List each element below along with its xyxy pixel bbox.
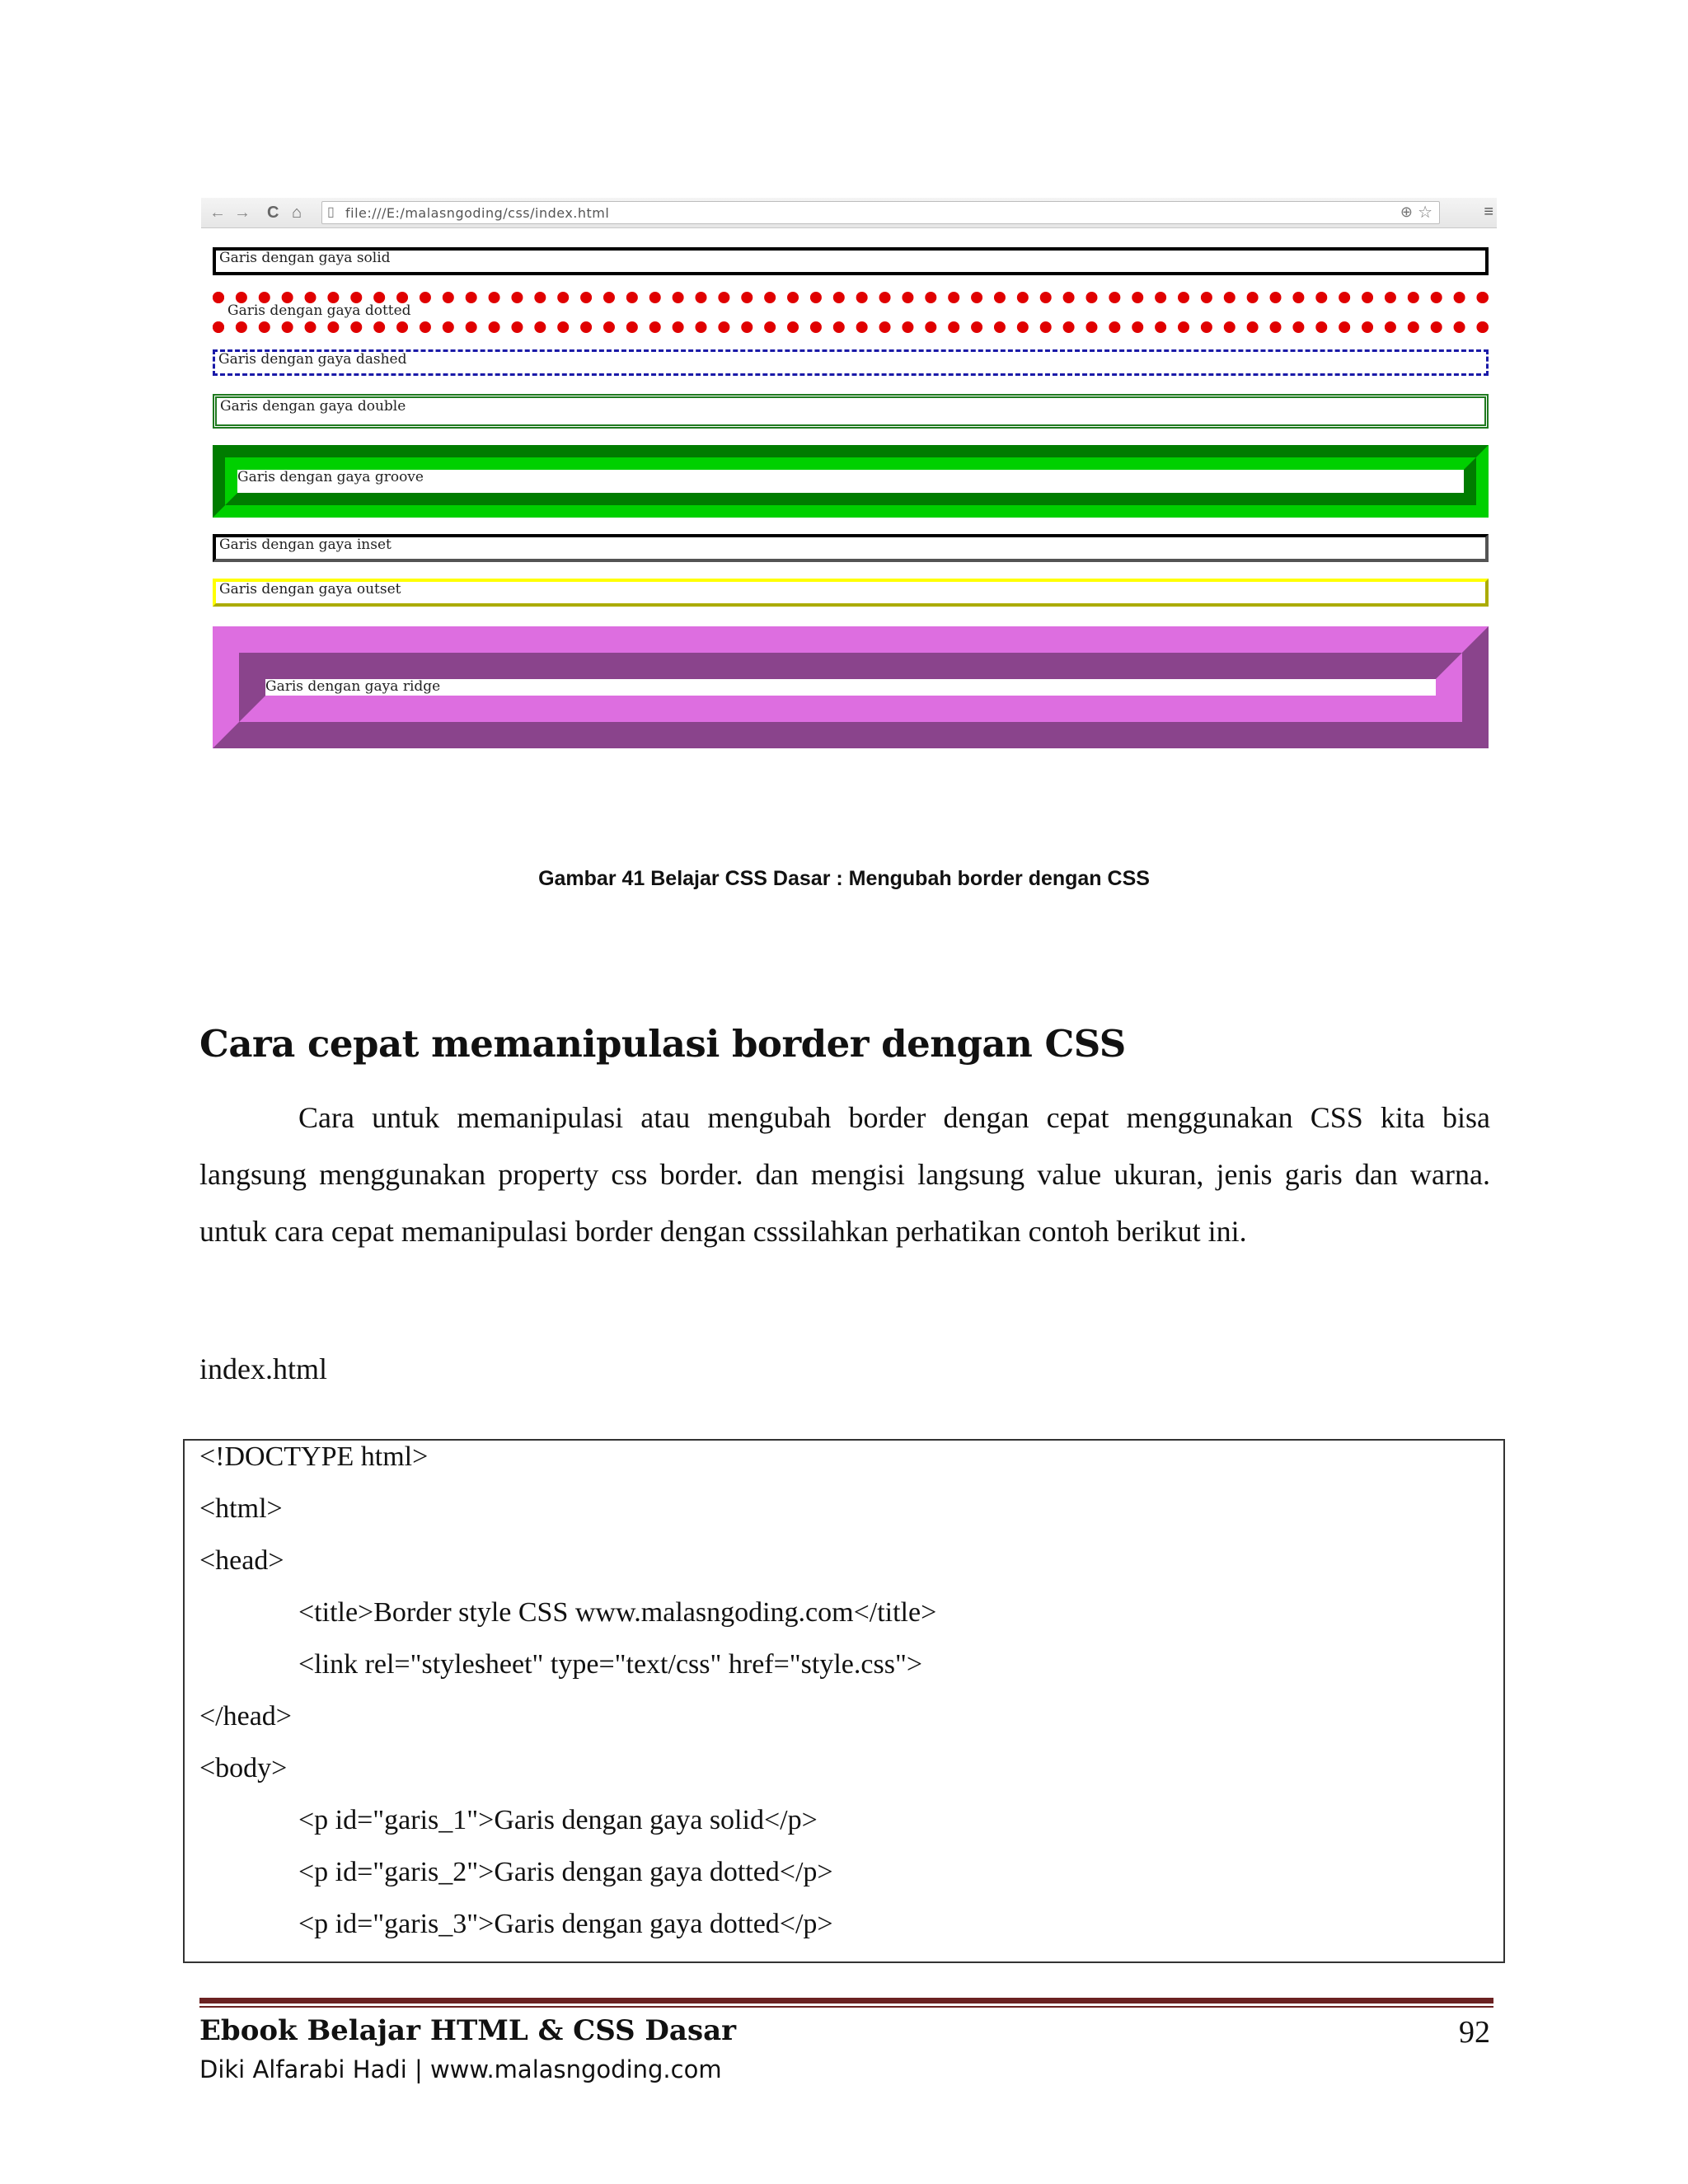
code-line: <body> (199, 1753, 288, 1783)
address-bar[interactable] (321, 201, 1440, 224)
demo-text-ridge: Garis dengan gaya ridge (265, 678, 441, 695)
code-line: <p id="garis_3">Garis dengan gaya dotted</p> (298, 1909, 833, 1939)
code-line: <p id="garis_2">Garis dengan gaya dotted</p> (298, 1857, 833, 1887)
demo-paragraph-groove (213, 445, 1489, 518)
demo-text-dashed: Garis dengan gaya dashed (218, 351, 407, 368)
url-text[interactable]: file:///E:/malasngoding/css/index.html (345, 205, 610, 221)
page-icon: ▯ (327, 205, 335, 219)
demo-text-dotted: Garis dengan gaya dotted (227, 302, 411, 319)
footer-divider-thin (199, 2006, 1493, 2008)
footer-author: Diki Alfarabi Hadi | www.malasngoding.com (199, 2055, 722, 2083)
body-paragraph: Cara untuk memanipulasi atau mengubah border dengan cepat menggunakan CSS kita bisa langsung menggunakan property css border. dan mengisi langsung value ukuran, jenis garis dan warna. untuk cara cepat memanipulasi border dengan csssilahkan perhatikan contoh berikut ini. (199, 1101, 1490, 1248)
demo-paragraph-dotted (213, 292, 1489, 333)
demo-text-solid: Garis dengan gaya solid (219, 250, 391, 266)
code-line: </head> (199, 1701, 292, 1732)
demo-paragraph-double (213, 394, 1489, 429)
browser-toolbar (201, 198, 1497, 228)
code-block (183, 1439, 1505, 1963)
demo-paragraph-outset (213, 579, 1489, 607)
browser-menu-icon[interactable]: ≡ (1484, 203, 1493, 221)
demo-text-inset: Garis dengan gaya inset (219, 537, 392, 553)
demo-text-groove: Garis dengan gaya groove (237, 469, 424, 485)
reload-icon[interactable]: C (267, 204, 279, 222)
section-heading: Cara cepat memanipulasi border dengan CSS (199, 1022, 1126, 1066)
figure-caption: Gambar 41 Belajar CSS Dasar : Mengubah border dengan CSS (538, 867, 1150, 890)
figure-browser-screenshot (201, 198, 1497, 766)
home-icon[interactable]: ⌂ (292, 204, 302, 222)
file-label: index.html (199, 1352, 327, 1385)
forward-arrow-icon[interactable]: → (234, 204, 251, 222)
back-arrow-icon[interactable]: ← (209, 204, 226, 222)
demo-paragraph-dashed (213, 349, 1489, 376)
code-line: <head> (199, 1545, 284, 1576)
code-line: <p id="garis_1">Garis dengan gaya solid</p> (298, 1805, 818, 1835)
zoom-icon[interactable]: ⊕ (1400, 204, 1413, 220)
code-line: <html> (199, 1493, 283, 1524)
footer-divider (199, 1998, 1493, 2004)
demo-text-outset: Garis dengan gaya outset (219, 581, 401, 598)
demo-paragraph-ridge (213, 626, 1489, 748)
page-number: 92 (1459, 2015, 1490, 2050)
bookmark-star-icon[interactable]: ☆ (1418, 204, 1432, 222)
demo-paragraph-inset (213, 534, 1489, 562)
demo-text-double: Garis dengan gaya double (220, 398, 406, 415)
footer-book-title: Ebook Belajar HTML & CSS Dasar (199, 2014, 737, 2047)
code-line: <link rel="stylesheet" type="text/css" href="style.css"> (298, 1649, 922, 1680)
demo-paragraph-solid (213, 247, 1489, 275)
code-line: <!DOCTYPE html> (199, 1441, 429, 1472)
code-line: <title>Border style CSS www.malasngoding.com</title> (298, 1597, 937, 1628)
